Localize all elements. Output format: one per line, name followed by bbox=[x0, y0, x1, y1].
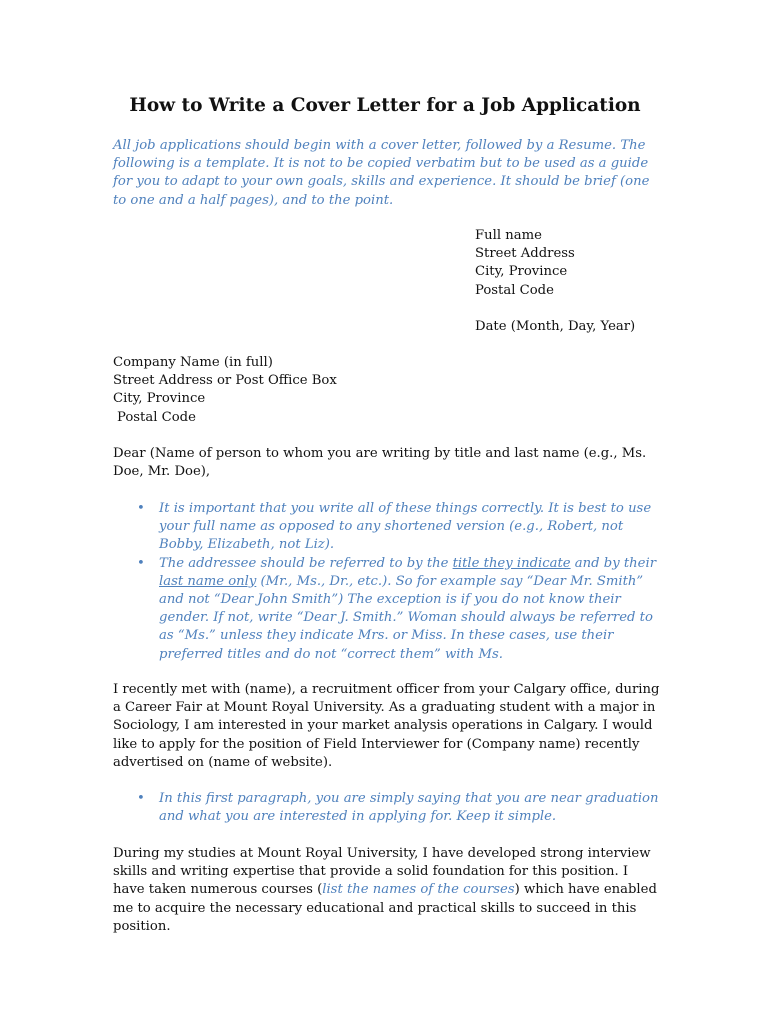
company-name: Company Name (in full) bbox=[113, 355, 273, 370]
tip-text: In this first paragraph, you are simply saying that you are near graduation and what you are interested in applying for. Keep it simple. bbox=[159, 791, 659, 825]
letter-date: Date (Month, Day, Year) bbox=[475, 319, 636, 334]
paragraph-text-part: During my studies at Mount Royal University, I have developed strong interview skills and writing expertise that provide a solid foundation for this position. I have taken numerous courses ( bbox=[113, 846, 651, 898]
tip-text bbox=[159, 556, 656, 662]
company-street: Street Address or Post Office Box bbox=[113, 373, 337, 389]
tip-text-part: The addressee should be referred to by the bbox=[159, 555, 453, 571]
bullet-icon: • bbox=[137, 555, 145, 571]
company-postal: Postal Code bbox=[117, 409, 196, 425]
underlined-text: title they indicate bbox=[452, 555, 571, 571]
body-paragraph-1: I recently met with (name), a recruitment officer from your Calgary office, during a Career Fair at Mount Royal University. As a graduating student with a major in Sociology, I am interested in your market analysis operations in Calgary. I would like to apply for the position of Field Interviewer for (Company name) recently advertised on (name of website). bbox=[113, 682, 660, 770]
paragraph1-tips-list bbox=[113, 790, 663, 826]
underlined-text: last name only bbox=[159, 573, 257, 589]
sender-name: Full name bbox=[475, 228, 542, 243]
tip-text: It is important that you write all of these things correctly. It is best to use your full name as opposed to any shortened version (e.g., Robert, not Bobby, Elizabeth, not Liz). bbox=[159, 501, 652, 553]
company-address-block bbox=[113, 354, 337, 427]
tip-text-part: and by their bbox=[570, 555, 656, 571]
sender-street: Street Address bbox=[475, 246, 575, 262]
paragraph-text-part: ) which have enabled me to acquire the necessary educational and practical skills to succeed in this position. bbox=[113, 882, 657, 934]
salutation-tips-list bbox=[113, 500, 663, 664]
list-item bbox=[113, 555, 663, 664]
placeholder-courses: list the names of the courses bbox=[322, 882, 515, 898]
sender-postal: Postal Code bbox=[475, 282, 554, 298]
body-paragraph-2 bbox=[113, 845, 663, 936]
document-title: How to Write a Cover Letter for a Job Application bbox=[129, 95, 641, 116]
sender-city: City, Province bbox=[475, 264, 568, 280]
salutation: Dear (Name of person to whom you are writing by title and last name (e.g., Ms. Doe, Mr. Doe), bbox=[113, 446, 647, 480]
intro-instructions: All job applications should begin with a cover letter, followed by a Resume. The following is a template. It is not to be copied verbatim but to be used as a guide for you to adapt to your own goals, skills and experience. It should be brief (one to one and a half pages), and to the point. bbox=[113, 138, 650, 208]
sender-address-block bbox=[475, 227, 715, 300]
company-city: City, Province bbox=[113, 391, 206, 407]
bullet-icon: • bbox=[137, 791, 145, 806]
tip-text-part: (Mr., Ms., Dr., etc.). So for example say “Dear Mr. Smith” and not “Dear John Smith”) The exception is if you do not know their gender. If not, write “Dear J. Smith.” Woman should always be referred to as “Ms.” unless they indicate Mrs. or Miss. In these cases, use their preferred titles and do not “correct them” with Ms. bbox=[159, 573, 653, 662]
bullet-icon: • bbox=[137, 501, 145, 516]
list-item bbox=[113, 500, 663, 555]
list-item bbox=[113, 790, 663, 826]
